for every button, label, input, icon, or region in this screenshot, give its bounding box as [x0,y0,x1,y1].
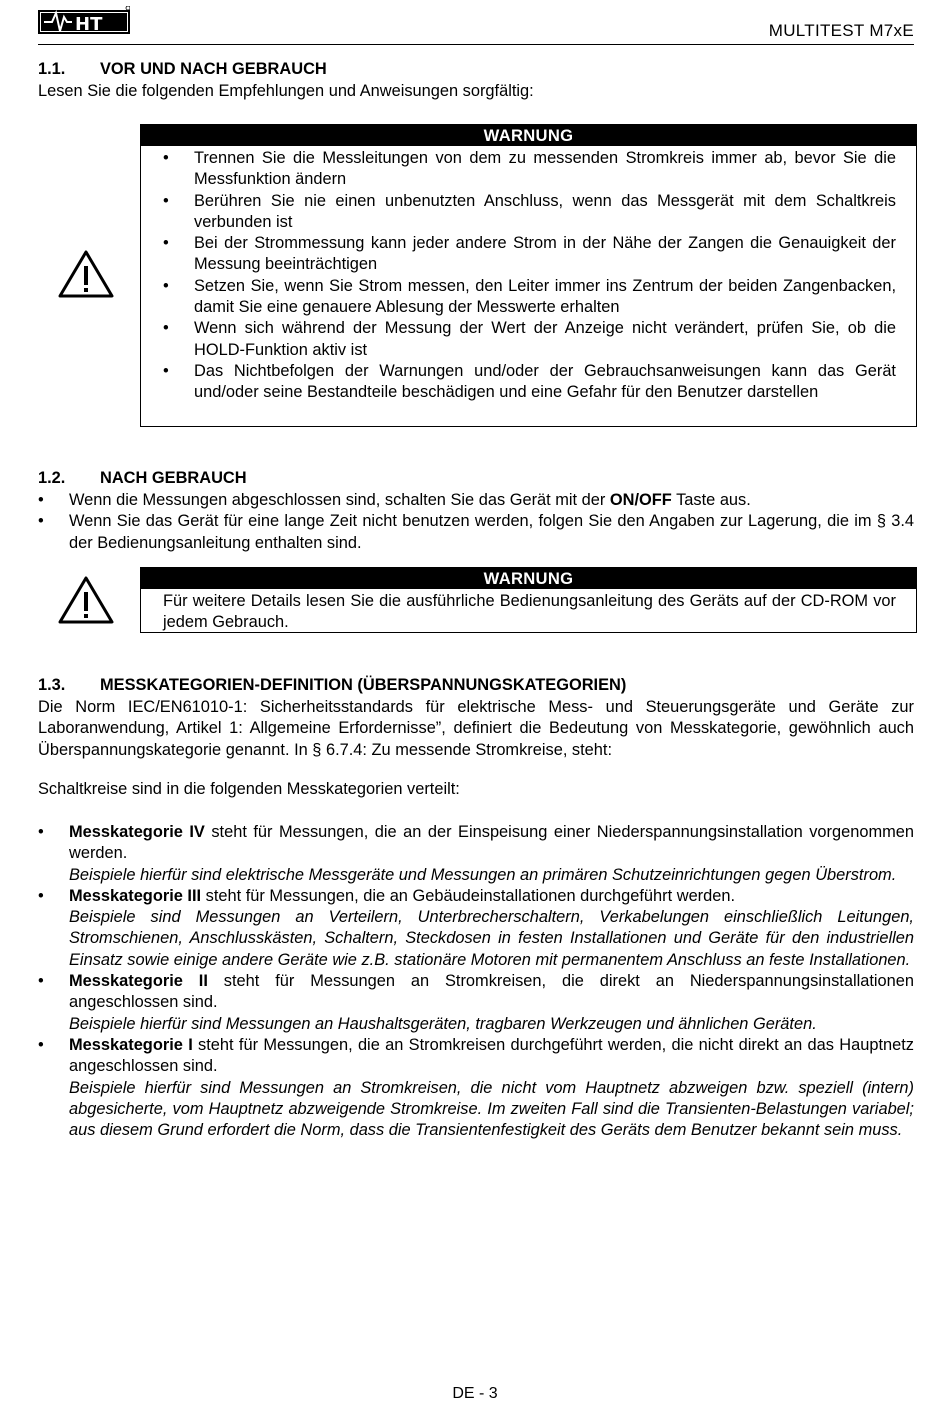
list-item: • Wenn die Messungen abgeschlossen sind, schalten Sie das Gerät mit der ON/OFF Taste aus. [38,490,914,511]
category-example: Beispiele hierfür sind elektrische Messgeräte und Messungen an primären Schutzeinrichtungen gegen Überstrom. [69,865,897,884]
category-example: Beispiele hierfür sind Messungen an Haushaltsgeräten, tragbaren Werkzeugen und ähnlichen Geräten. [69,1014,817,1033]
list-item: • Setzen Sie, wenn Sie Strom messen, den Leiter immer ins Zentrum der beiden Zangenbacken, damit Sie eine genauere Ablesung der Messwerte erhalten [163,276,896,319]
category-name: Messkategorie IV [69,823,205,841]
list-item: • Messkategorie I steht für Messungen, die an Stromkreisen durchgeführt werden, die nicht direkt an das Hauptnetz angeschlossen sind. Beispiele hierfür sind Messungen an Stromkreisen, die nicht vom Hauptnetz abzweigen bzw. speziell (intern) abgesicherte, vom Hauptnetz abzweigende Stromkreise. Im zweiten Fall sind die Transienten-Belastungen variabel; aus diesem Grund erfordert die Norm, dass die Transientenfestigkeit des Geräts dem Benutzer bekannt sein muss. [38,1035,914,1141]
section-title: NACH GEBRAUCH [100,469,247,487]
warning-text: Für weitere Details lesen Sie die ausführliche Bedienungsanleitung des Geräts auf der CD-ROM vor jedem Gebrauch. [163,592,896,632]
warning-title: WARNUNG [141,568,916,589]
document-title: MULTITEST M7xE [768,21,914,40]
category-list [38,822,914,1141]
category-example: Beispiele hierfür sind Messungen an Stromkreisen, die nicht vom Hauptnetz abzweigen bzw. speziell (intern) abgesicherte, vom Hauptnetz abzweigende Stromkreise. Im zweiten Fall sind die Transienten-Belastungen variabel; aus diesem Grund erfordert die Norm, dass die Transientenfestigkeit des Geräts dem Benutzer bekannt sein muss. [69,1078,914,1140]
section-number: 1.3. [38,676,66,694]
section-1-2-heading [38,468,914,489]
page-header [38,4,914,45]
list-item: • Wenn Sie das Gerät für eine lange Zeit nicht benutzen werden, folgen Sie den Angaben zur Lagerung, die im § 3.4 der Bedienungsanleitung enthalten sind. [38,511,914,554]
warning-box-2 [140,567,917,633]
warning-title: WARNUNG [141,125,916,146]
warning-triangle-icon [58,249,114,299]
on-off-key-label: ON/OFF [609,491,672,509]
warning-list [163,148,896,404]
warning-triangle-icon [58,575,114,625]
list-item: • Das Nichtbefolgen der Warnungen und/oder der Gebrauchsanweisungen kann das Gerät und/oder seine Bestandteile beschädigen und eine Gefahr für den Benutzer darstellen [163,361,896,404]
section-1-1-intro: Lesen Sie die folgenden Empfehlungen und Anweisungen sorgfältig: [38,82,534,100]
page-number: DE - 3 [452,1385,498,1402]
list-item: • Berühren Sie nie einen unbenutzten Anschluss, wenn das Messgerät mit dem Schaltkreis verbunden ist [163,191,896,234]
warning-box-1 [140,124,917,427]
section-number: 1.2. [38,469,66,487]
logo-text: HT [75,14,103,35]
ht-logo [38,6,130,36]
section-title: VOR UND NACH GEBRAUCH [100,60,327,78]
section-1-2-list [38,490,914,554]
category-name: Messkategorie II [69,972,208,991]
section-1-3-paragraph: Schaltkreise sind in die folgenden Messkategorien verteilt: [38,780,460,798]
section-1-3-paragraph: Die Norm IEC/EN61010-1: Sicherheitsstandards für elektrische Mess- und Steuerungsgeräte und Geräte zur Laboranwendung, Artikel 1: Allgemeine Erfordernisse”, definiert die Bedeutung von Messkategorie, gewöhnlich auch Überspannungskategorie genannt. In § 6.7.4: Zu messende Stromkreise, steht: [38,698,914,759]
list-item: • Messkategorie III steht für Messungen, die an Gebäudeinstallationen durchgeführt werden. Beispiele sind Messungen an Verteilern, Unterbrecherschaltern, Verkabelungen einschließlich Leitungen, Stromschienen, Anschlusskästen, Schaltern, Steckdosen in festen Installationen und Geräte für den industriellen Einsatz sowie einige andere Geräte wie z.B. stationäre Motoren mit permanentem Anschluss an feste Installationen. [38,886,914,971]
list-item: • Trennen Sie die Messleitungen von dem zu messenden Stromkreis immer ab, bevor Sie die Messfunktion ändern [163,148,896,191]
section-title: MESSKATEGORIEN-DEFINITION (ÜBERSPANNUNGSKATEGORIEN) [100,676,627,694]
list-item: • Messkategorie IV steht für Messungen, die an der Einspeisung einer Niederspannungsinstallation vorgenommen werden. Beispiele hierfür sind elektrische Messgeräte und Messungen an primären Schutzeinrichtungen gegen Überstrom. [38,822,914,886]
category-name: Messkategorie III [69,886,202,905]
list-item: • Messkategorie II steht für Messungen an Stromkreisen, die direkt an Niederspannungsinstallationen angeschlossen sind. Beispiele hierfür sind Messungen an Haushaltsgeräten, tragbaren Werkzeugen und ähnlichen Geräten. [38,971,914,1035]
category-name: Messkategorie I [69,1035,193,1054]
section-1-3-heading [38,675,914,696]
category-example: Beispiele sind Messungen an Verteilern, Unterbrecherschaltern, Verkabelungen einschließlich Leitungen, Stromschienen, Anschlusskästen, Schaltern, Steckdosen in festen Installationen und Geräte für den industriellen Einsatz sowie einige andere Geräte wie z.B. stationäre Motoren mit permanentem Anschluss an feste Installationen. [69,908,914,969]
list-item: • Wenn sich während der Messung der Wert der Anzeige nicht verändert, prüfen Sie, ob die HOLD-Funktion aktiv ist [163,318,896,361]
list-item: • Bei der Strommessung kann jeder andere Strom in der Nähe der Zangen die Genauigkeit der Messung beeinträchtigen [163,233,896,276]
section-number: 1.1. [38,60,66,78]
section-1-1-heading [38,59,914,80]
